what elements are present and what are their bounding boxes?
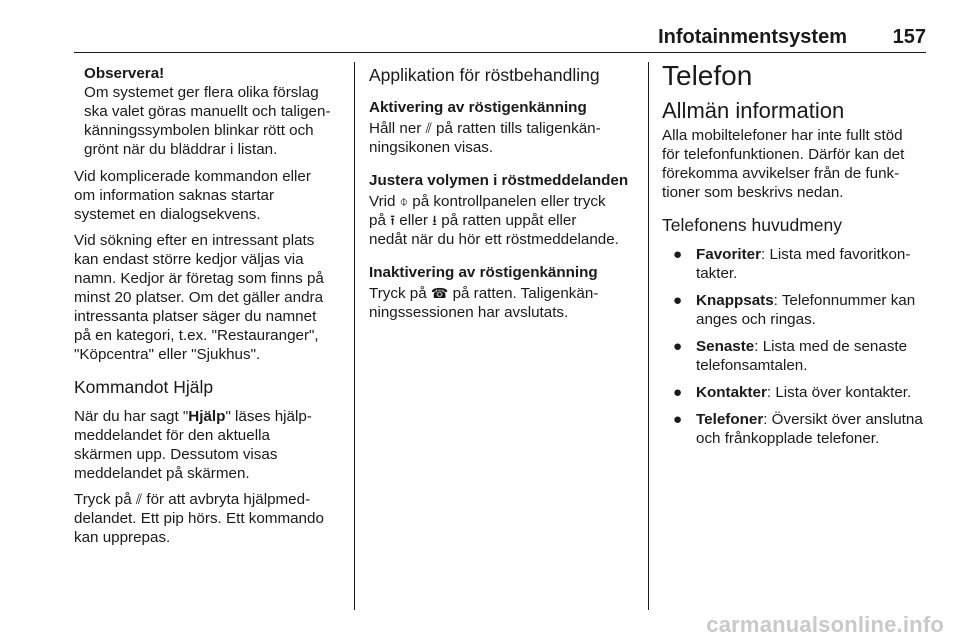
text-line: på ⭱ eller ⭳ på ratten uppåt eller [369,212,577,229]
column-divider [354,62,355,610]
text-line: Vid komplicerade kommandon eller [74,168,311,185]
watermark: carmanualsonline.info [706,612,944,637]
text-line: Tryck på ☎ på ratten. Taligenkän- [369,285,599,302]
text-line: Håll ner ⫽ på ratten tills taligenkän- [369,120,601,137]
list-item: ● Knappsats: Telefonnummer kan anges och ringas. [673,292,916,328]
list-item: ● Favoriter: Lista med favoritkon- takter. [673,246,911,282]
text-line: När du har sagt "Hjälp" läses hjälp- [74,408,312,425]
volume-knob-icon: ⌽ [399,193,409,209]
text-line: Alla mobiltelefoner har inte fullt stöd [662,127,903,144]
paragraph [74,407,342,483]
note-line: ska valet göras manuellt och taligen- [84,103,331,120]
note-line: Om systemet ger flera olika förslag [84,84,319,101]
text-line: ningsikonen visas. [369,139,494,156]
paragraph [74,490,342,547]
list-item: ● Senaste: Lista med de senaste telefonsamtalen. [673,338,908,374]
text-line: nedåt när du hör ett röstmeddelande. [369,231,619,248]
text-line: intressanta platser säger du namnet [74,308,317,325]
section-heading: Applikation för röstbehandling [369,65,600,85]
list-item: ● Telefoner: Översikt över anslutna och frånkopplade telefoner. [673,411,923,447]
bullet-icon: ● [673,292,683,309]
text-line: delandet. Ett pip hörs. Ett kommando [74,510,324,527]
text-line: Tryck på ⫽ för att avbryta hjälpmed- [74,491,311,508]
text-line: skärmen upp. Dessutom visas [74,446,278,463]
text-line: meddelandet för den aktuella [74,427,270,444]
list-item: ● Kontakter: Lista över kontakter. [673,384,912,401]
paragraph [74,167,342,224]
text-line: på en kategori, t.ex. "Restauranger", [74,327,319,344]
text-line: Vid sökning efter en intressant plats [74,232,315,249]
subsection-activation [369,98,637,157]
bullet-icon: ● [673,384,683,401]
section-heading: Telefonens huvudmeny [662,215,842,235]
note-line: grönt när du bläddrar i listan. [84,141,278,158]
text-line: meddelandet på skärmen. [74,465,250,482]
section-heading: Kommandot Hjälp [74,377,214,397]
text-line: för telefonfunktionen. Därför kan det [662,146,905,163]
text-line: kan upprepas. [74,529,171,546]
bullet-icon: ● [673,411,683,428]
column-divider [648,62,649,610]
volume-down-icon: ⭳ [432,212,438,228]
bullet-icon: ● [673,246,683,263]
paragraph [74,231,342,364]
chapter-title: Telefon [662,60,753,91]
text-line: kan endast större kedjor väljas via [74,251,304,268]
text-line: ningssessionen har avslutats. [369,304,569,321]
text-line: "Köpcentra" eller "Sjukhus". [74,346,261,363]
text-line: systemet en dialogsekvens. [74,206,261,223]
voice-icon: ⫽ [135,491,143,507]
text-line: Vrid ⌽ på kontrollpanelen eller tryck [369,193,606,210]
text-line: namn. Kedjor är företag som finns på [74,270,324,287]
subsection-title: Justera volymen i röstmeddelanden [369,172,629,189]
text-line: tioner som beskrivs nedan. [662,184,844,201]
column-2 [369,64,637,330]
column-3 [662,60,930,456]
text-line: minst 20 platser. Om det gäller andra [74,289,324,306]
term-hjalp: Hjälp [188,408,226,425]
menu-list [662,245,930,448]
note-box [84,64,342,159]
subsection-title: Aktivering av röstigenkänning [369,99,587,116]
text-line: om information saknas startar [74,187,275,204]
volume-up-icon: ⭱ [390,212,396,228]
header-title: Infotainmentsystem [658,26,847,48]
subsection-volume [369,171,637,249]
note-line: känningssymbolen blinkar rött och [84,122,314,139]
subsection-title: Inaktivering av röstigenkänning [369,264,598,281]
page-number: 157 [892,26,926,48]
column-1 [74,64,342,554]
paragraph [662,126,930,202]
hang-up-icon: ☎ [430,285,449,301]
subsection-deactivation [369,263,637,322]
page-header [74,26,926,53]
bullet-icon: ● [673,338,683,355]
text-line: förekomma avvikelser från de funk- [662,165,900,182]
voice-icon: ⫽ [425,120,432,136]
section-heading: Allmän information [662,98,845,123]
note-title: Observera! [84,65,165,82]
